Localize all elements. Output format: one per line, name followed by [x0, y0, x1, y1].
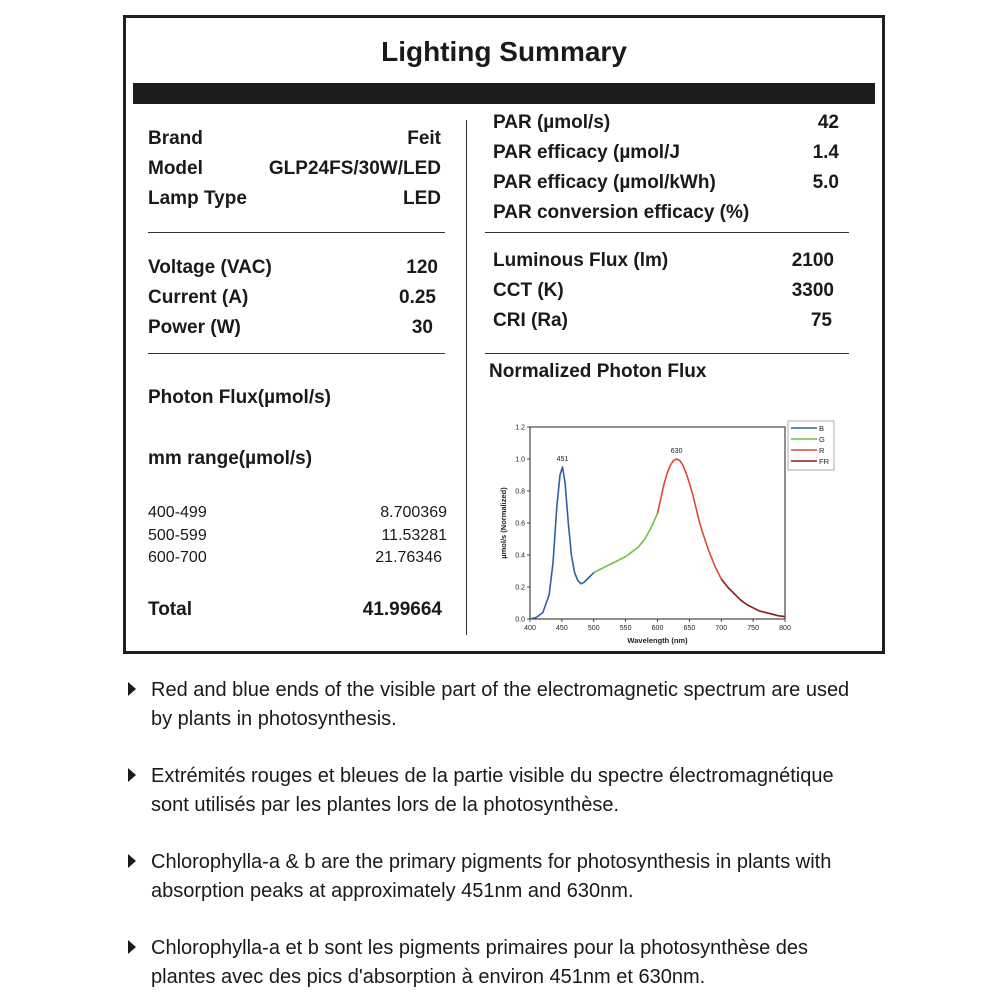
- spec-label: Current (A): [148, 287, 249, 308]
- series-line-fr: [721, 579, 785, 617]
- spec-value: 30: [411, 317, 433, 338]
- bullet-arrow-icon: [128, 682, 136, 696]
- bullet-arrow-icon: [128, 768, 136, 782]
- spec-value: 5.0: [812, 172, 839, 193]
- chart-heading: Normalized Photon Flux: [489, 361, 707, 382]
- divider: [485, 232, 849, 233]
- x-tick-label: 550: [619, 625, 632, 632]
- legend-label: G: [819, 435, 825, 444]
- x-tick-label: 650: [683, 625, 696, 632]
- divider: [148, 232, 445, 233]
- note-line: by plants in photosynthesis.: [151, 708, 397, 730]
- series-line-b: [530, 467, 594, 619]
- y-axis-label: µmol/s (Normalized): [499, 487, 508, 559]
- spec-value: 42: [817, 112, 839, 133]
- peak-label: 630: [670, 448, 683, 455]
- y-tick-label: 0.6: [515, 520, 525, 528]
- y-tick-label: 0.2: [515, 584, 525, 592]
- spec-label: CRI (Ra): [493, 310, 568, 331]
- x-tick-label: 800: [779, 625, 791, 632]
- note-line: sont utilisés par les plantes lors de la photosynthèse.: [151, 794, 620, 816]
- x-tick-label: 500: [587, 625, 600, 632]
- spec-label: Lamp Type: [148, 188, 247, 209]
- note-text: [151, 762, 888, 820]
- x-tick-label: 450: [556, 625, 568, 632]
- y-tick-label: 0.8: [515, 488, 525, 496]
- x-axis-label: Wavelength (nm): [627, 636, 688, 645]
- total-label: Total: [148, 599, 192, 620]
- bullet-arrow-icon: [128, 854, 136, 868]
- spec-label: Brand: [148, 128, 203, 149]
- spec-value: 3300: [791, 280, 834, 301]
- x-tick-label: 400: [524, 625, 536, 632]
- series-line-g: [594, 513, 658, 572]
- legend-label: FR: [819, 457, 829, 466]
- spec-label: Luminous Flux (lm): [493, 250, 669, 271]
- peak-label: 451: [556, 456, 569, 463]
- spec-value: 2100: [791, 250, 834, 271]
- column-divider: [466, 120, 467, 635]
- note-line: Chlorophylla-a et b sont les pigments primaires pour la photosynthèse des: [151, 937, 809, 959]
- bullet-arrow-icon: [128, 940, 136, 954]
- divider: [485, 353, 849, 354]
- x-tick-label: 750: [747, 625, 759, 632]
- spec-value: 0.25: [399, 287, 436, 308]
- spec-value: 120: [406, 257, 438, 278]
- spec-label: PAR efficacy (µmol/J: [493, 142, 680, 163]
- spec-value: 1.4: [812, 142, 839, 163]
- range-label: 500-599: [148, 527, 207, 544]
- note-line: Red and blue ends of the visible part of the electromagnetic spectrum are used: [151, 679, 850, 701]
- lighting-summary-panel: [123, 15, 885, 654]
- spec-value: Feit: [407, 128, 441, 149]
- legend-label: R: [819, 446, 825, 455]
- range-label: 400-499: [148, 504, 207, 521]
- title-bar: [133, 83, 875, 104]
- y-tick-label: 0.0: [515, 616, 525, 624]
- note-line: Extrémités rouges et bleues de la partie visible du spectre électromagnétique: [151, 765, 834, 787]
- spec-label: PAR efficacy (µmol/kWh): [493, 172, 716, 193]
- range-value: 11.53281: [381, 527, 447, 544]
- spec-value: GLP24FS/30W/LED: [268, 158, 441, 179]
- y-tick-label: 1.0: [515, 456, 525, 464]
- x-tick-label: 600: [651, 625, 664, 632]
- y-tick-label: 0.4: [515, 552, 525, 560]
- note-line: Chlorophylla-a & b are the primary pigments for photosynthesis in plants with: [151, 851, 832, 873]
- spec-label: Model: [148, 158, 203, 179]
- range-heading: mm range(µmol/s): [148, 448, 313, 469]
- range-value: 21.76346: [375, 549, 442, 566]
- spec-label: Power (W): [148, 317, 241, 338]
- note-text: [151, 676, 888, 734]
- divider: [148, 353, 445, 354]
- note-line: plantes avec des pics d'absorption à environ 451nm et 630nm.: [151, 966, 706, 988]
- normalized-photon-flux-chart: [481, 393, 841, 645]
- total-value: 41.99664: [362, 599, 442, 620]
- range-label: 600-700: [148, 549, 207, 566]
- photon-flux-heading: Photon Flux(µmol/s): [148, 387, 331, 408]
- spec-label: PAR conversion efficacy (%): [493, 202, 750, 223]
- series-line-r: [658, 459, 722, 579]
- spec-value: 75: [810, 310, 832, 331]
- page-title: Lighting Summary: [381, 36, 627, 67]
- spectrum-svg: [481, 393, 841, 645]
- note-text: [151, 934, 888, 992]
- legend-label: B: [819, 424, 825, 433]
- note-line: absorption peaks at approximately 451nm and 630nm.: [151, 880, 634, 902]
- spec-label: PAR (µmol/s): [493, 112, 611, 133]
- x-tick-label: 700: [715, 625, 728, 632]
- spec-label: CCT (K): [493, 280, 564, 301]
- note-text: [151, 848, 888, 906]
- spec-value: LED: [403, 188, 441, 209]
- spec-label: Voltage (VAC): [148, 257, 272, 278]
- range-value: 8.700369: [380, 504, 447, 521]
- y-tick-label: 1.2: [515, 424, 525, 432]
